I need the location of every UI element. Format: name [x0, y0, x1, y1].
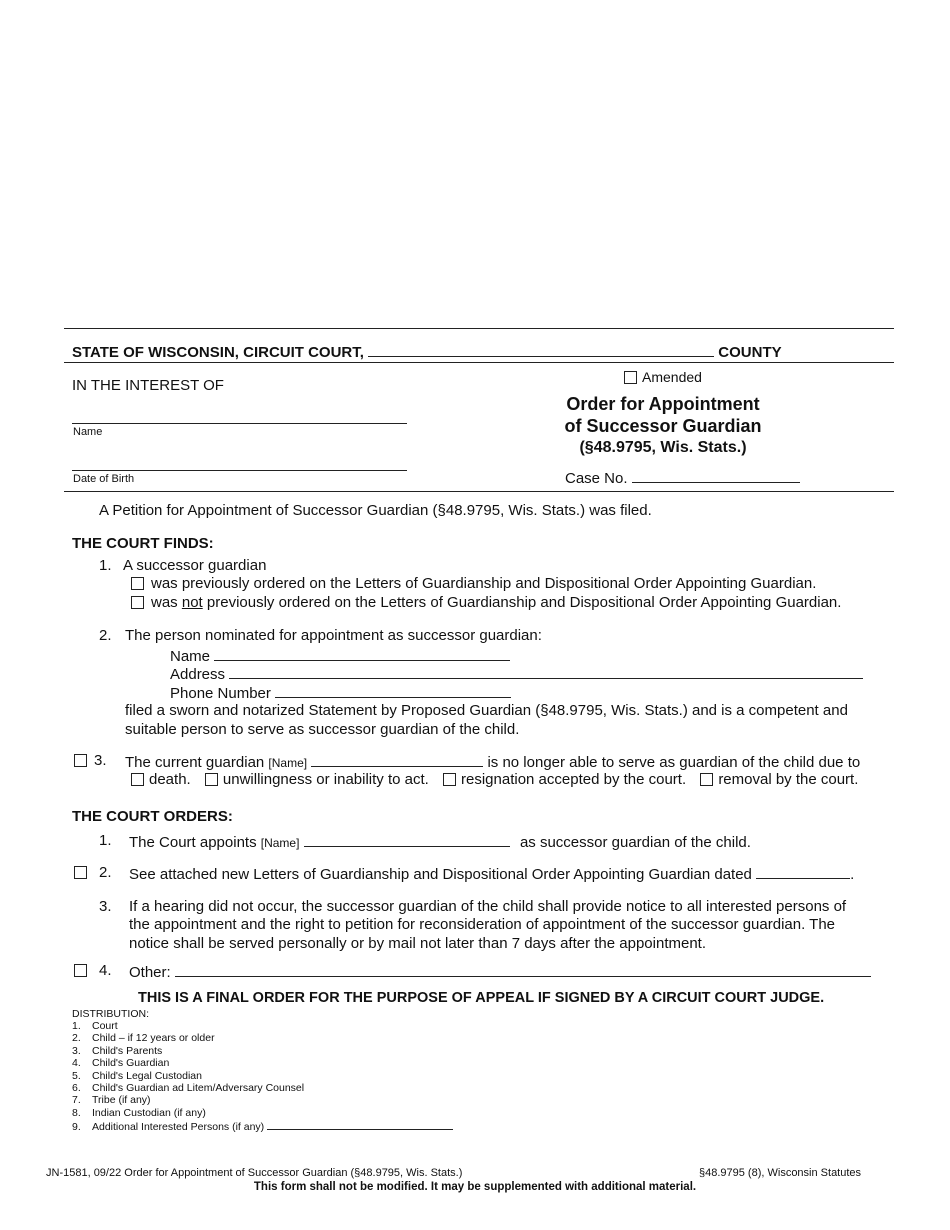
successor-name-field[interactable] — [304, 832, 510, 847]
distribution-heading: DISTRIBUTION: — [72, 1008, 150, 1020]
nominee-address-row — [170, 664, 863, 683]
order-3-line-3: notice shall be served personally or by mail not later than 7 days after the appointment. — [129, 935, 706, 952]
distribution-item: 4. Child's Guardian — [72, 1057, 170, 1070]
order-4-text: Other: — [129, 964, 171, 981]
final-order-notice: THIS IS A FINAL ORDER FOR THE PURPOSE OF APPEAL IF SIGNED BY A CIRCUIT COURT JUDGE. — [138, 990, 825, 1006]
finding-1-num: 1. — [99, 557, 112, 574]
nominee-address-field[interactable] — [229, 664, 863, 679]
current-guardian-field[interactable] — [311, 752, 483, 767]
nominee-phone-row — [170, 683, 511, 702]
order-4-line — [129, 962, 871, 981]
finding-3-checkbox[interactable] — [74, 754, 87, 767]
court-prefix: STATE OF WISCONSIN, CIRCUIT COURT, — [72, 344, 364, 361]
finding-1b-not: not — [181, 594, 203, 611]
finding-3-name-hint: [Name] — [268, 756, 308, 770]
order-1-name-hint: [Name] — [260, 836, 300, 850]
finding-2-text: The person nominated for appointment as successor guardian: — [125, 627, 542, 644]
unwilling-label: unwillingness or inability to act. — [222, 771, 429, 788]
finding-3-post: is no longer able to serve as guardian of the child due to — [487, 754, 861, 771]
nominee-phone-field[interactable] — [275, 683, 511, 698]
amended-checkbox[interactable] — [624, 371, 637, 384]
letters-date-field[interactable] — [756, 864, 850, 879]
case-no-label: Case No. — [565, 470, 628, 487]
county-field[interactable] — [368, 342, 714, 357]
order-2-line: See attached new Letters of Guardianship and Dispositional Order Appointing Guardian dated . — [129, 866, 855, 883]
case-no-row — [565, 468, 800, 487]
order-1-line — [129, 832, 751, 851]
finding-3-pre: The current guardian — [125, 754, 265, 771]
orders-heading: THE COURT ORDERS: — [72, 808, 233, 825]
child-name-field[interactable] — [72, 423, 407, 424]
distribution-item: 8. Indian Custodian (if any) — [72, 1106, 206, 1119]
footer-notice: This form shall not be modified. It may be supplemented with additional material. — [253, 1181, 697, 1193]
order-1-num: 1. — [99, 832, 112, 849]
intro-text: A Petition for Appointment of Successor Guardian (§48.9795, Wis. Stats.) was filed. — [99, 502, 652, 519]
order-2-num: 2. — [99, 864, 112, 881]
order-2-text: See attached new Letters of Guardianship and Dispositional Order Appointing Guardian dated — [129, 866, 752, 883]
order-3-line-1: If a hearing did not occur, the successor guardian of the child shall provide notice to all interested persons of — [129, 898, 847, 915]
unwilling-checkbox[interactable] — [205, 773, 218, 786]
finding-3-num: 3. — [94, 752, 107, 769]
order-1-post: as successor guardian of the child. — [519, 834, 751, 851]
resign-label: resignation accepted by the court. — [461, 771, 687, 788]
death-checkbox[interactable] — [131, 773, 144, 786]
dob-field[interactable] — [72, 470, 407, 471]
finding-1b-checkbox[interactable] — [131, 596, 144, 609]
finding-1a-checkbox[interactable] — [131, 577, 144, 590]
footer-form-id: JN-1581, 09/22 Order for Appointment of Successor Guardian (§48.9795, Wis. Stats.) — [46, 1167, 463, 1179]
case-no-field[interactable] — [632, 468, 800, 483]
death-label: death. — [149, 771, 191, 788]
name-label: Name — [73, 426, 103, 438]
other-field[interactable] — [175, 962, 871, 977]
finding-3-options — [131, 771, 858, 788]
header-bottom-rule — [64, 491, 894, 492]
dob-label: Date of Birth — [73, 473, 135, 485]
finding-1-text: A successor guardian — [123, 557, 267, 574]
distribution-item: 2. Child – if 12 years or older — [72, 1032, 215, 1045]
finding-1a-text: was previously ordered on the Letters of Guardianship and Dispositional Order Appointing Guardian. — [151, 575, 817, 592]
nominee-phone-label: Phone Number — [170, 685, 271, 702]
distribution-item: 3. Child's Parents — [72, 1044, 163, 1057]
court-line — [72, 342, 782, 361]
finding-2-num: 2. — [99, 627, 112, 644]
title-line-1: Order for Appointment — [566, 394, 760, 414]
amended-row — [624, 369, 702, 385]
header-mid-rule — [64, 362, 894, 363]
order-1-pre: The Court appoints — [129, 834, 257, 851]
title-line-3: (§48.9795, Wis. Stats.) — [579, 439, 747, 456]
order-4-num: 4. — [99, 962, 112, 979]
distribution-item: 6. Child's Guardian ad Litem/Adversary Counsel — [72, 1082, 305, 1095]
distribution-item: 1. Court — [72, 1020, 118, 1032]
nominee-name-field[interactable] — [214, 646, 510, 661]
finding-3-line — [125, 752, 860, 771]
removal-label: removal by the court. — [718, 771, 859, 788]
distribution-item: 9. Additional Interested Persons (if any) — [72, 1119, 453, 1133]
order-2-checkbox[interactable] — [74, 866, 87, 879]
removal-checkbox[interactable] — [700, 773, 713, 786]
distribution-list — [72, 1020, 453, 1134]
header-top-rule — [64, 328, 894, 329]
distribution-item: 7. Tribe (if any) — [72, 1094, 151, 1107]
additional-persons-field[interactable] — [267, 1119, 453, 1130]
statement-line-1: filed a sworn and notarized Statement by Proposed Guardian (§48.9795, Wis. Stats.) and is a competent and — [125, 702, 848, 719]
nominee-name-row — [170, 646, 510, 665]
finding-1b-text — [151, 594, 841, 611]
footer-statute: §48.9795 (8), Wisconsin Statutes — [699, 1167, 862, 1179]
nominee-name-label: Name — [170, 648, 211, 665]
nominee-address-label: Address — [170, 666, 226, 683]
title-line-2: of Successor Guardian — [564, 416, 762, 436]
interest-label: IN THE INTEREST OF — [72, 377, 224, 394]
amended-label: Amended — [642, 369, 702, 385]
order-3-num: 3. — [99, 898, 112, 915]
county-label: COUNTY — [718, 344, 782, 361]
distribution-item: 5. Child's Legal Custodian — [72, 1069, 202, 1082]
resign-checkbox[interactable] — [443, 773, 456, 786]
findings-heading: THE COURT FINDS: — [72, 535, 214, 552]
order-3-line-2: the appointment and the right to petition for reconsideration of appointment of the successor guardian. The — [129, 916, 836, 933]
finding-1b-post: previously ordered on the Letters of Guardianship and Dispositional Order Appointing Guardian. — [206, 594, 842, 611]
statement-line-2: suitable person to serve as successor guardian of the child. — [125, 721, 520, 738]
order-4-checkbox[interactable] — [74, 964, 87, 977]
finding-1b-pre: was — [151, 594, 178, 611]
